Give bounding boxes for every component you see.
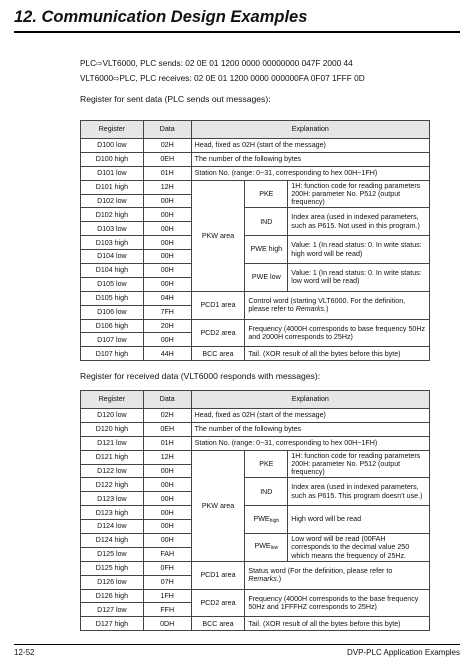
explanation-cell xyxy=(288,208,430,236)
explanation-text: Station No. (range: 0~31, corresponding to hex 00H~1FH) xyxy=(194,169,378,178)
explanation-cell xyxy=(288,534,430,562)
table-row xyxy=(81,409,430,423)
data-cell: 00H xyxy=(143,194,191,208)
data-cell: 12H xyxy=(143,180,191,194)
register-cell: D102 low xyxy=(81,194,144,208)
register-cell: D100 low xyxy=(81,139,144,153)
sub-area-label: PWE high xyxy=(250,245,283,254)
explanation-cell xyxy=(288,180,430,208)
table-row xyxy=(81,264,430,278)
table-row xyxy=(81,152,430,166)
table-row xyxy=(81,534,430,548)
received-register-table xyxy=(80,390,430,631)
send-message-line: PLC⇨VLT6000, PLC sends: 02 0E 01 1200 0000 00000000 047F 2000 44 xyxy=(80,58,353,68)
explanation-text: Frequency (4000H corresponds to base frequency 50Hz and 2000H corresponds to 25Hz) xyxy=(248,324,426,341)
register-cell: D100 high xyxy=(81,152,144,166)
sub-area-cell xyxy=(245,534,288,562)
explanation-text: Frequency (4000H corresponds to the base frequency 50Hz and 1FFFHZ corresponds to 25Hz) xyxy=(248,594,419,611)
table-row xyxy=(81,450,430,464)
sub-area-label: PWE xyxy=(254,542,271,551)
column-header: Register xyxy=(81,121,144,139)
explanation-cell xyxy=(288,236,430,264)
table-row xyxy=(81,139,430,153)
data-cell: 12H xyxy=(143,450,191,464)
register-cell: D127 low xyxy=(81,603,144,617)
sub-area-subscript: low xyxy=(270,545,279,552)
sub-area-label: IND xyxy=(260,217,273,226)
table-row xyxy=(81,180,430,194)
table-row xyxy=(81,589,430,603)
explanation-text: 1H: function code for reading parameters 200H: parameter No. P512 (output frequency) xyxy=(291,451,421,477)
register-cell: D107 low xyxy=(81,333,144,347)
register-cell: D106 low xyxy=(81,305,144,319)
register-cell: D105 low xyxy=(81,277,144,291)
data-cell: 0FH xyxy=(143,561,191,575)
data-cell: 00H xyxy=(143,250,191,264)
sub-area-label: IND xyxy=(260,487,273,496)
explanation-cell xyxy=(245,617,430,631)
explanation-text: 1H: function code for reading parameters 200H: parameter No. P512 (output frequency) xyxy=(291,181,421,207)
explanation-text: Head, fixed as 02H (start of the message) xyxy=(194,141,326,150)
explanation-cell xyxy=(191,436,429,450)
register-cell: D127 high xyxy=(81,617,144,631)
explanation-cell xyxy=(191,422,429,436)
data-cell: 00H xyxy=(143,277,191,291)
register-cell: D125 low xyxy=(81,547,144,561)
sub-area-label: PWE low xyxy=(251,273,281,282)
register-cell: D126 low xyxy=(81,575,144,589)
sub-area-cell xyxy=(245,478,288,506)
register-cell: D124 low xyxy=(81,520,144,534)
explanation-cell xyxy=(191,409,429,423)
table-header-row xyxy=(81,391,430,409)
explanation-text: Status word (For the definition, please refer to xyxy=(248,566,393,575)
explanation-text: Value: 1 (In read status: 0. In write status: low word will be read) xyxy=(291,269,422,286)
explanation-text: Index area (used in indexed parameters, such as P615. This program doesn’t use.) xyxy=(291,483,423,500)
explanation-text: Tail. (XOR result of all the bytes before this byte) xyxy=(248,619,401,628)
area-cell: BCC area xyxy=(191,347,245,361)
explanation-cell xyxy=(288,478,430,506)
explanation-text-end: ) xyxy=(326,305,329,314)
sub-area-cell xyxy=(245,180,288,208)
register-cell: D125 high xyxy=(81,561,144,575)
data-cell: 00H xyxy=(143,506,191,520)
explanation-text: The number of the following bytes xyxy=(194,425,302,434)
data-cell: 01H xyxy=(143,166,191,180)
sub-area-cell xyxy=(245,450,288,478)
table-row xyxy=(81,617,430,631)
explanation-text: Control word (starting VLT6000. For the definition, please refer to xyxy=(248,296,406,314)
explanation-text: Index area (used in indexed parameters, such as P615. Not used in this program.) xyxy=(291,213,420,230)
explanation-cell xyxy=(245,319,430,347)
register-cell: D123 low xyxy=(81,492,144,506)
register-cell: D106 high xyxy=(81,319,144,333)
table-row xyxy=(81,291,430,305)
explanation-cell xyxy=(288,450,430,478)
data-cell: 02H xyxy=(143,139,191,153)
data-cell: 07H xyxy=(143,575,191,589)
data-cell: 00H xyxy=(143,492,191,506)
explanation-text: Head, fixed as 02H (start of the message) xyxy=(194,411,326,420)
data-cell: 00H xyxy=(143,520,191,534)
footer-rule xyxy=(14,644,460,645)
data-cell: 00H xyxy=(143,464,191,478)
data-cell: 00H xyxy=(143,236,191,250)
explanation-cell xyxy=(288,506,430,534)
column-header: Register xyxy=(81,391,144,409)
data-cell: 44H xyxy=(143,347,191,361)
data-cell: 7FH xyxy=(143,305,191,319)
explanation-cell xyxy=(245,561,430,589)
data-cell: 1FH xyxy=(143,589,191,603)
explanation-text: Tail. (XOR result of all the bytes before this byte) xyxy=(248,349,401,358)
register-cell: D103 low xyxy=(81,222,144,236)
data-cell: FAH xyxy=(143,547,191,561)
table-row xyxy=(81,436,430,450)
register-cell: D121 low xyxy=(81,436,144,450)
column-header: Data xyxy=(143,391,191,409)
table-row xyxy=(81,319,430,333)
register-cell: D121 high xyxy=(81,450,144,464)
sub-area-label: PWE xyxy=(253,514,270,523)
explanation-cell xyxy=(191,139,429,153)
sub-area-label: PKE xyxy=(259,189,274,198)
explanation-text: Low word will be read (00FAH corresponds to the decimal value 250 which means the frequency of 25Hz. xyxy=(291,534,410,560)
table-row xyxy=(81,236,430,250)
explanation-emphasis: Remarks. xyxy=(295,305,327,314)
explanation-cell xyxy=(288,264,430,292)
register-cell: D120 high xyxy=(81,422,144,436)
table-row xyxy=(81,506,430,520)
register-cell: D103 high xyxy=(81,236,144,250)
sub-area-cell xyxy=(245,506,288,534)
register-cell: D120 low xyxy=(81,409,144,423)
area-cell: PCD2 area xyxy=(191,589,245,617)
register-cell: D101 low xyxy=(81,166,144,180)
column-header: Explanation xyxy=(191,121,429,139)
page-title: 12. Communication Design Examples xyxy=(14,8,308,26)
data-cell: 0EH xyxy=(143,422,191,436)
explanation-text-end: ) xyxy=(278,575,282,584)
area-cell: BCC area xyxy=(191,617,245,631)
data-cell: 00H xyxy=(143,222,191,236)
table-row xyxy=(81,208,430,222)
register-cell: D122 high xyxy=(81,478,144,492)
sub-area-subscript: high xyxy=(269,517,280,524)
register-cell: D122 low xyxy=(81,464,144,478)
area-cell: PKW area xyxy=(191,450,245,561)
title-rule xyxy=(14,31,460,33)
area-cell: PCD1 area xyxy=(191,291,245,319)
sent-table-caption: Register for sent data (PLC sends out messages): xyxy=(80,94,271,104)
data-cell: 20H xyxy=(143,319,191,333)
register-cell: D102 high xyxy=(81,208,144,222)
explanation-text: High word will be read xyxy=(291,515,362,524)
data-cell: 00H xyxy=(143,208,191,222)
register-cell: D104 high xyxy=(81,264,144,278)
data-cell: 00H xyxy=(143,264,191,278)
explanation-cell xyxy=(245,291,430,319)
table-row xyxy=(81,422,430,436)
sub-area-cell xyxy=(245,264,288,292)
document-title: DVP-PLC Application Examples xyxy=(347,648,460,657)
data-cell: 0EH xyxy=(143,152,191,166)
explanation-cell xyxy=(191,166,429,180)
explanation-text: Station No. (range: 0~31, corresponding to hex 00H~1FH) xyxy=(194,439,378,448)
table-row xyxy=(81,478,430,492)
data-cell: 04H xyxy=(143,291,191,305)
column-header: Explanation xyxy=(191,391,429,409)
register-cell: D126 high xyxy=(81,589,144,603)
data-cell: 01H xyxy=(143,436,191,450)
data-cell: 00H xyxy=(143,333,191,347)
register-cell: D105 high xyxy=(81,291,144,305)
data-cell: FFH xyxy=(143,603,191,617)
explanation-cell xyxy=(191,152,429,166)
register-cell: D124 high xyxy=(81,534,144,548)
sent-register-table xyxy=(80,120,430,361)
register-cell: D107 high xyxy=(81,347,144,361)
area-cell: PCD1 area xyxy=(191,561,245,589)
sub-area-cell xyxy=(245,208,288,236)
sub-area-label: PKE xyxy=(259,459,274,468)
data-cell: 0DH xyxy=(143,617,191,631)
area-cell: PKW area xyxy=(191,180,245,291)
explanation-cell xyxy=(245,589,430,617)
data-cell: 02H xyxy=(143,409,191,423)
explanation-text: The number of the following bytes xyxy=(194,155,302,164)
register-cell: D123 high xyxy=(81,506,144,520)
page-number: 12-52 xyxy=(14,648,35,657)
received-table-caption: Register for received data (VLT6000 responds with messages): xyxy=(80,371,321,381)
data-cell: 00H xyxy=(143,534,191,548)
register-cell: D104 low xyxy=(81,250,144,264)
register-cell: D101 high xyxy=(81,180,144,194)
explanation-cell xyxy=(245,347,430,361)
explanation-emphasis: Remarks. xyxy=(248,575,279,584)
data-cell: 00H xyxy=(143,478,191,492)
receive-message-line: VLT6000⇨PLC, PLC receives: 02 0E 01 1200 0000 000000FA 0F07 1FFF 0D xyxy=(80,73,365,83)
column-header: Data xyxy=(143,121,191,139)
sub-area-cell xyxy=(245,236,288,264)
table-row xyxy=(81,561,430,575)
explanation-text: Value: 1 (In read status: 0. In write status: high word will be read) xyxy=(291,241,422,258)
table-header-row xyxy=(81,121,430,139)
area-cell: PCD2 area xyxy=(191,319,245,347)
table-row xyxy=(81,347,430,361)
table-row xyxy=(81,166,430,180)
